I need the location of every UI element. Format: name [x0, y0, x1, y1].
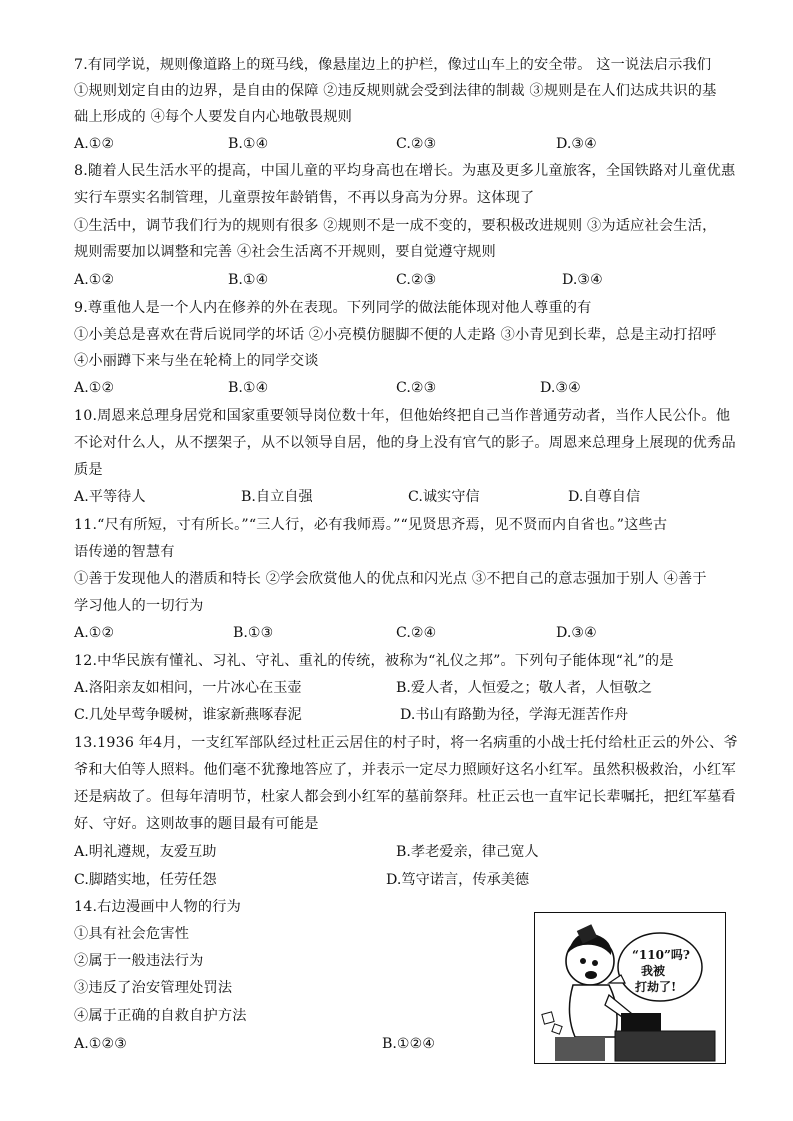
q11-option-d: D.③④	[556, 625, 597, 641]
character-body	[569, 985, 617, 1037]
q13-stem-line4: 好、守好。这则故事的题目最有可能是	[74, 816, 319, 832]
q9-option-b: B.①④	[228, 380, 269, 396]
q7-option-d: D.③④	[556, 136, 597, 152]
q9-option-c: C.②③	[396, 380, 437, 396]
q14-item-2: ②属于一般违法行为	[74, 953, 204, 969]
q14-option-b: B.①②④	[382, 1036, 436, 1052]
q11-items-line2: 学习他人的一切行为	[74, 598, 204, 614]
q7-items-line1: ①规则划定自由的边界，是自由的保障 ②违反规则就会受到法律的制裁 ③规则是在人们达成共识的基	[74, 83, 717, 99]
q11-stem-line2: 语传递的智慧有	[74, 544, 175, 560]
q10-option-d: D.自尊自信	[568, 489, 641, 505]
q13-option-c: C.脚踏实地，任劳任怨	[74, 872, 217, 888]
bubble-text-line2: 我被	[641, 964, 666, 978]
bubble-text-line1: “110”吗?	[632, 948, 690, 962]
q10-stem-line1: 10.周恩来总理身居党和国家重要领导岗位数十年，但他始终把自己当作普通劳动者，当作人民公仆。他	[74, 408, 731, 424]
character-mouth	[585, 971, 597, 979]
q8-option-b: B.①④	[228, 272, 269, 288]
q8-stem-line1: 8.随着人民生活水平的提高，中国儿童的平均身高也在增长。为惠及更多儿童旅客，全国铁路对儿童优惠	[74, 163, 736, 179]
q10-option-c: C.诚实守信	[408, 489, 480, 505]
q11-items-line1: ①善于发现他人的潜质和特长 ②学会欣赏他人的优点和闪光点 ③不把自己的意志强加于别人 ④善于	[74, 571, 707, 587]
q12-option-b: B.爱人者，人恒爱之；敬人者，人恒敬之	[396, 680, 653, 696]
q13-stem-line1: 13.1936 年4月，一支红军部队经过杜正云居住的村子时，将一名病重的小战士托付给杜正云的外公、爷	[74, 735, 738, 751]
q14-stem: 14.右边漫画中人物的行为	[74, 899, 242, 915]
bubble-text-line3: 打劫了!	[635, 980, 677, 994]
q9-items-line1: ①小美总是喜欢在背后说同学的坏话 ②小亮模仿腿脚不便的人走路 ③小青见到长辈，总是主动打招呼	[74, 327, 717, 343]
q9-items-line2: ④小丽蹲下来与坐在轮椅上的同学交谈	[74, 353, 319, 369]
q12-option-a: A.洛阳亲友如相问，一片冰心在玉壶	[74, 680, 302, 696]
q12-option-d: D.书山有路勤为径，学海无涯苦作舟	[400, 707, 629, 723]
q14-item-3: ③违反了治安管理处罚法	[74, 980, 233, 996]
q7-stem: 7.有同学说，规则像道路上的斑马线，像悬崖边上的护栏，像过山车上的安全带。 这一说法启示我们	[74, 57, 712, 73]
q10-option-b: B.自立自强	[241, 489, 313, 505]
q10-stem-line3: 质是	[74, 462, 103, 478]
q11-option-c: C.②④	[396, 625, 437, 641]
q14-item-4: ④属于正确的自救自护方法	[74, 1008, 247, 1024]
q9-stem: 9.尊重他人是一个人内在修养的外在表现。下列同学的做法能体现对他人尊重的有	[74, 300, 592, 316]
q11-option-a: A.①②	[74, 625, 115, 641]
q13-option-a: A.明礼遵规，友爱互助	[74, 844, 217, 860]
q8-option-d: D.③④	[562, 272, 603, 288]
q9-option-d: D.③④	[540, 380, 581, 396]
q8-items-line1: ①生活中，调节我们行为的规则有很多 ②规则不是一成不变的，要积极改进规则 ③为适应社会生活，	[74, 218, 717, 234]
q12-stem: 12.中华民族有懂礼、习礼、守礼、重礼的传统，被称为“礼仪之邦”。下列句子能体现“礼”的是	[74, 653, 674, 669]
q11-stem-line1: 11.“尺有所短，寸有所长。”“三人行，必有我师焉。”“见贤思齐焉，见不贤而内自省也。”这些古	[74, 517, 668, 533]
q8-stem-line2: 实行车票实名制管理，儿童票按年龄销售，不再以身高为分界。这体现了	[74, 190, 535, 206]
q9-option-a: A.①②	[74, 380, 115, 396]
q7-items-line2: 础上形成的 ④每个人要发自内心地敬畏规则	[74, 109, 353, 125]
q11-option-b: B.①③	[233, 625, 274, 641]
q13-stem-line2: 爷和大伯等人照料。他们毫不犹豫地答应了，并表示一定尽力照顾好这名小红军。虽然积极救治，小红军	[74, 762, 736, 778]
q7-option-a: A.①②	[74, 136, 115, 152]
q12-option-c: C.几处早莺争暖树，谁家新燕啄春泥	[74, 707, 302, 723]
chair	[555, 1037, 605, 1061]
q14-option-a: A.①②③	[74, 1036, 127, 1052]
table	[615, 1031, 715, 1061]
q7-option-c: C.②③	[396, 136, 437, 152]
dice-icon-small	[552, 1024, 562, 1034]
character-eye-right	[592, 960, 598, 966]
telephone-icon	[621, 1013, 661, 1031]
q13-option-b: B.孝老爱亲，律己宽人	[396, 844, 539, 860]
q8-items-line2: 规则需要加以调整和完善 ④社会生活离不开规则，要自觉遵守规则	[74, 244, 496, 260]
character-eye-left	[580, 958, 586, 964]
comic-illustration	[534, 912, 726, 1064]
q7-option-b: B.①④	[228, 136, 269, 152]
q8-option-a: A.①②	[74, 272, 115, 288]
dice-icon	[542, 1012, 554, 1024]
comic-drawing	[535, 913, 725, 1063]
q10-stem-line2: 不论对什么人，从不摆架子，从不以领导自居，他的身上没有官气的影子。周恩来总理身上展现的优秀品	[74, 435, 736, 451]
q14-item-1: ①具有社会危害性	[74, 926, 190, 942]
q10-option-a: A.平等待人	[74, 489, 146, 505]
q13-option-d: D.笃守诺言，传承美德	[386, 872, 530, 888]
q8-option-c: C.②③	[396, 272, 437, 288]
q13-stem-line3: 还是病故了。但每年清明节，杜家人都会到小红军的墓前祭拜。杜正云也一直牢记长辈嘱托，把红军墓看	[74, 789, 736, 805]
